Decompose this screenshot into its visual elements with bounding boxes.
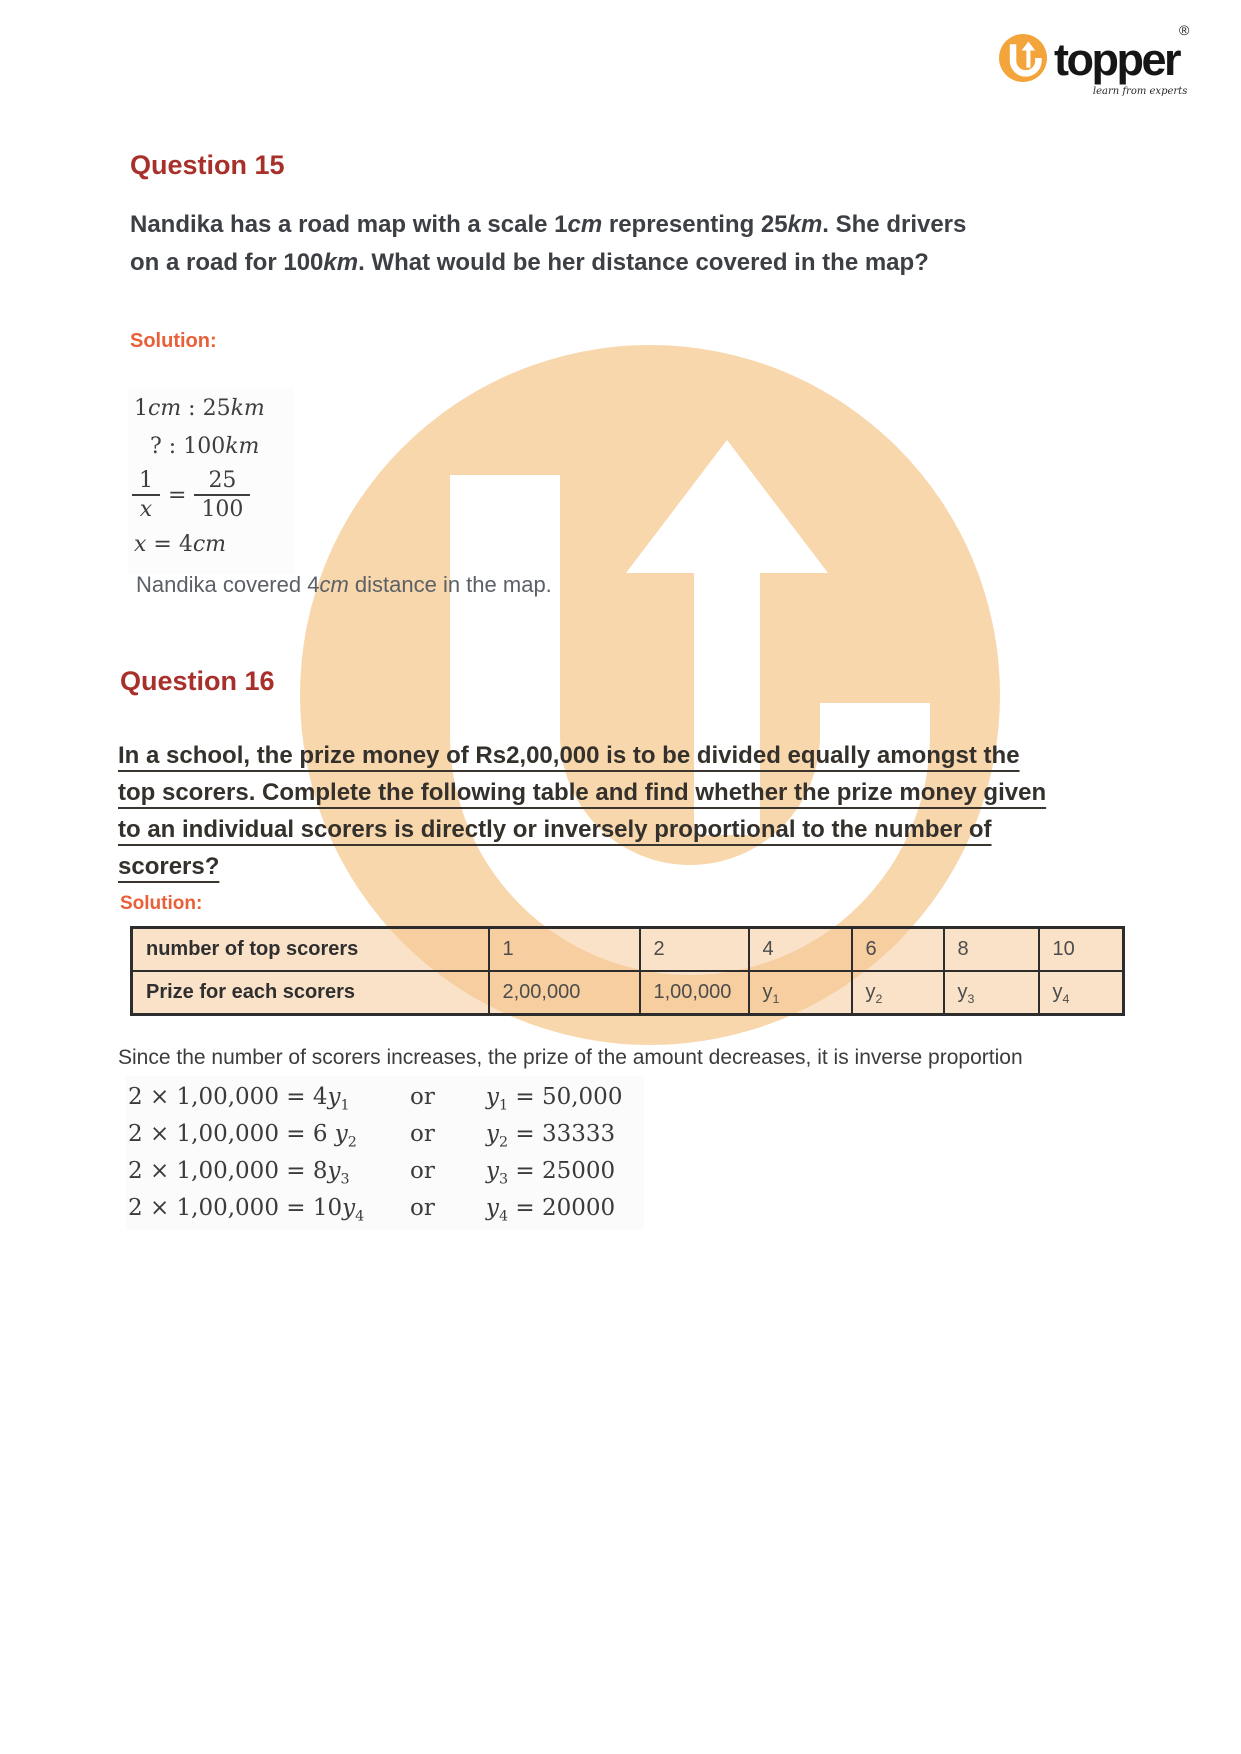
question-15-line-2: on a road for 100km. What would be her distance covered in the map? xyxy=(130,249,929,276)
equation-or: or xyxy=(410,1194,435,1221)
question-15-text xyxy=(130,206,966,282)
equation-row xyxy=(128,1189,622,1226)
fraction-right-denominator: 100 xyxy=(201,497,244,522)
equation-row xyxy=(128,1078,622,1115)
table-cell: 1 xyxy=(489,928,640,972)
question-16-line-2: top scorers. Complete the following table and find whether the prize money given xyxy=(118,779,1047,806)
brand-tagline: learn from experts xyxy=(1092,86,1188,97)
question-16-line-4: scorers? xyxy=(118,853,220,880)
table-cell: 4 xyxy=(749,928,852,972)
equation-or: or xyxy=(410,1120,435,1147)
table-cell: 1,00,000 xyxy=(640,971,749,1015)
math-line-result: x = 4cm xyxy=(134,532,227,557)
table-cell: 6 xyxy=(852,928,944,972)
math-line-scale: 1cm : 25km xyxy=(134,396,265,421)
fraction-left xyxy=(132,468,160,522)
question-16-title: Question 16 xyxy=(120,666,275,696)
prize-table-body xyxy=(132,928,1124,1015)
equation-or: or xyxy=(410,1157,435,1184)
equation-lhs: $2 \times 1,00,000 = 4y_1$ xyxy=(128,1083,350,1114)
table-cell: number of top scorers xyxy=(132,928,489,972)
table-cell: $y_2$ xyxy=(852,971,944,1015)
equation-rhs: $y_3 = 25000$ xyxy=(486,1157,616,1188)
equation-lhs: $2 \times 1,00,000 = 10y_4$ xyxy=(128,1194,365,1225)
table-cell: $y_3$ xyxy=(944,971,1039,1015)
topper-logo-u-icon xyxy=(999,34,1047,82)
table-cell: 10 xyxy=(1039,928,1124,972)
math-working-q15 xyxy=(128,388,294,574)
fraction-left-numerator: 1 xyxy=(132,468,160,496)
math-fraction-equation xyxy=(132,468,290,522)
solution-label-q16: Solution: xyxy=(120,893,203,914)
fraction-left-denominator: x xyxy=(139,497,153,522)
table-row xyxy=(132,971,1124,1015)
prize-table xyxy=(130,926,1125,1016)
solution-label-q15: Solution: xyxy=(130,330,217,352)
question-16-line-1: In a school, the prize money of Rs2,00,000 is to be divided equally amongst the xyxy=(118,742,1020,769)
math-line-unknown: ? : 100km xyxy=(150,434,260,459)
inverse-proportion-note: Since the number of scorers increases, the prize of the amount decreases, it is inverse proportion xyxy=(118,1046,1023,1069)
table-cell: $y_4$ xyxy=(1039,971,1124,1015)
topper-logo xyxy=(999,22,1190,97)
equation-block xyxy=(126,1076,644,1230)
equals-sign: = xyxy=(168,482,187,508)
equation-rhs: $y_1 = 50,000$ xyxy=(486,1083,623,1114)
table-cell: 2,00,000 xyxy=(489,971,640,1015)
equation-rhs: $y_2 = 33333$ xyxy=(486,1120,616,1151)
fraction-right xyxy=(194,468,250,522)
equation-lhs: $2 \times 1,00,000 = 8y_3$ xyxy=(128,1157,350,1188)
brand-name: topper xyxy=(1054,34,1179,85)
equation-row xyxy=(128,1152,622,1189)
question-16-line-3: to an individual scorers is directly or inversely proportional to the number of xyxy=(118,816,992,843)
fraction-right-numerator: 25 xyxy=(194,468,250,496)
table-cell: $y_1$ xyxy=(749,971,852,1015)
question-15-title: Question 15 xyxy=(130,150,285,180)
table-cell: 2 xyxy=(640,928,749,972)
question-15-line-1: Nandika has a road map with a scale 1cm representing 25km. She drivers xyxy=(130,211,967,238)
table-row xyxy=(132,928,1124,972)
registered-mark: ® xyxy=(1179,22,1190,38)
table-cell: Prize for each scorers xyxy=(132,971,489,1015)
equation-rhs: $y_4 = 20000$ xyxy=(486,1194,616,1225)
table-cell: 8 xyxy=(944,928,1039,972)
equation-or: or xyxy=(410,1083,435,1110)
equation-lhs: 2 × 1,00,000 = 6 $y_2$ xyxy=(128,1120,357,1151)
q15-answer-sentence: Nandika covered 4cm distance in the map. xyxy=(136,572,552,597)
equation-row xyxy=(128,1115,622,1152)
question-16-text xyxy=(118,737,1046,885)
